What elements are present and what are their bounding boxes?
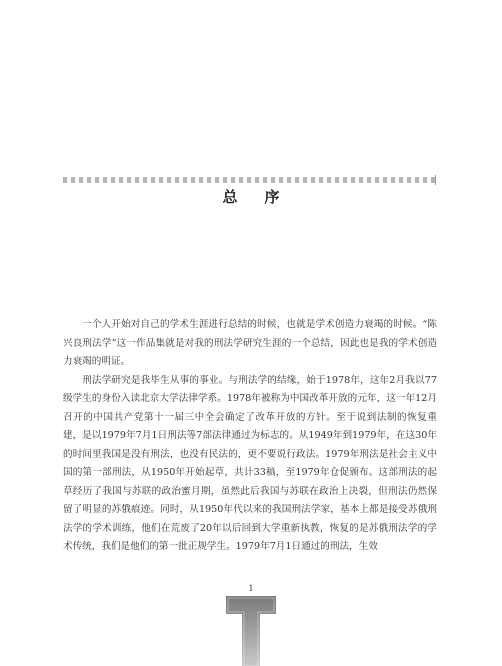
paragraph: 一个人开始对自己的学术生涯进行总结的时候，也就是学术创造力衰竭的时候。“陈兴良刑法学”这一作品集就是对我的刑法学研究生涯的一个总结，因此也是我的学术创造力衰竭的明证。 <box>63 319 437 367</box>
body-text <box>63 316 437 557</box>
dashed-divider <box>63 177 436 183</box>
page-number: 1 <box>248 584 254 593</box>
divider-end-tick <box>435 175 436 185</box>
paragraph: 刑法学研究是我毕生从事的事业。与刑法学的结缘，始于1978年，这年2月我以77级学生的身份入读北京大学法律学系。1978年被称为中国改革开放的元年，这一年12月召开的中国共产党第十一届三中全会确定了改革开放的方针。至于说到法制的恢复重建，是以1979年7月1日刑法等7部法律通过为标志的。从1949年到1979年，在这30年的时间里我国是没有刑法，也没有民法的，更不要说行政法。1979年刑法是社会主义中国的第一部刑法，从1950年开始起草，共计33稿，至1979年仓促颁布。这部刑法的起草经历了我国与苏联的政治蜜月期，虽然此后我国与苏联在政治上决裂，但刑法仍然保留了明显的苏俄痕迹。同时，从1950年代以来的我国刑法学家，基本上都是接受苏俄刑法学的学术训练，他们在荒废了20年以后回到大学重新执教，恢复的是苏俄刑法学的学术传统，我们是他们的第一批正规学生。1979年7月1日通过的刑法，生效 <box>63 374 437 552</box>
t-logo-icon <box>224 594 278 666</box>
section-heading: 总序 <box>222 188 307 206</box>
